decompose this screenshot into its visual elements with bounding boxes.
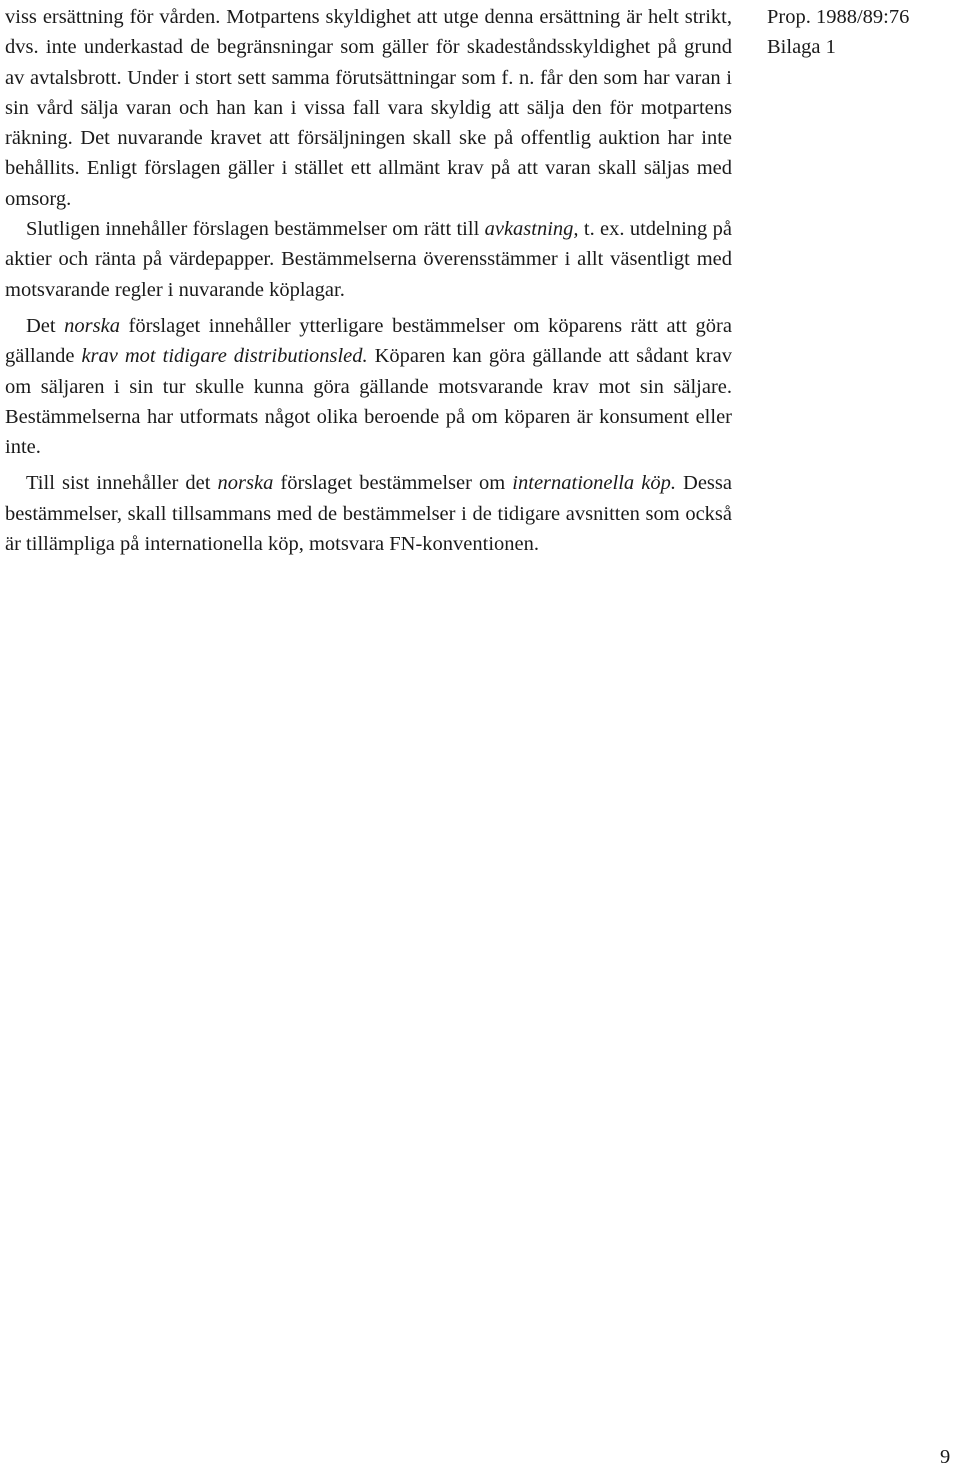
paragraph-3 [5,311,732,462]
margin-reference [767,2,909,62]
paragraph-4 [5,468,732,559]
proposition-number: Prop. 1988/89:76 [767,6,910,28]
page-number: 9 [940,1446,951,1468]
paragraph-3-italic-2: krav mot tidigare distributionsled. [81,345,368,368]
paragraph-4-text-mid: förslaget bestämmelser om [273,472,513,495]
paragraph-3-text-end: Köparen kan göra gällande att sådant krav om säljaren i sin tur skulle kunna göra gällande motsvarande krav mot sin säljare. Bestämmelserna har utformats något olika beroende på om köparen är konsument eller inte. [5,345,732,459]
paragraph-3-italic-1: norska [64,314,120,337]
paragraph-1: viss ersättning för vården. Motpartens skyldighet att utge denna ersättning är helt strikt, dvs. inte underkastad de begränsningar som gäller för skadeståndsskyldighet på grund av avtalsbrott. Under i stort sett samma förutsättningar som f. n. får den som har varan i sin vård sälja varan och han kan i vissa fall vara skyldig att sälja den för motpartens räkning. Det nuvarande kravet att försäljningen skall ske på offentlig auktion har inte behållits. Enligt förslagen gäller i stället ett allmänt krav på att varan skall säljas med omsorg. [5,6,732,210]
paragraph-4-text: Till sist innehåller det [26,472,218,495]
paragraph-2-italic: avkastning, [484,218,579,241]
paragraph-3-text-mid: förslaget innehåller ytterligare bestämmelser om köparens rätt att göra gällande [5,314,732,368]
paragraph-4-italic-1: norska [217,472,274,495]
paragraph-2-text: Slutligen innehåller förslagen bestämmelser om rätt till [26,218,485,241]
paragraph-4-italic-2: internationella köp. [512,472,676,495]
paragraph-2 [5,214,732,305]
paragraph-4-text-end: Dessa bestämmelser, skall tillsammans med de bestämmelser i de tidigare avsnitten som också är tillämpliga på internationella köp, motsvara FN-konventionen. [5,472,732,556]
paragraph-2-text-end: t. ex. utdelning på aktier och ränta på värdepapper. Bestämmelserna överensstämmer i allt väsentligt med motsvarande regler i nuvarande köplagar. [5,218,732,301]
appendix-label: Bilaga 1 [767,36,836,58]
paragraph-3-text: Det [26,314,65,337]
main-text [5,2,732,559]
